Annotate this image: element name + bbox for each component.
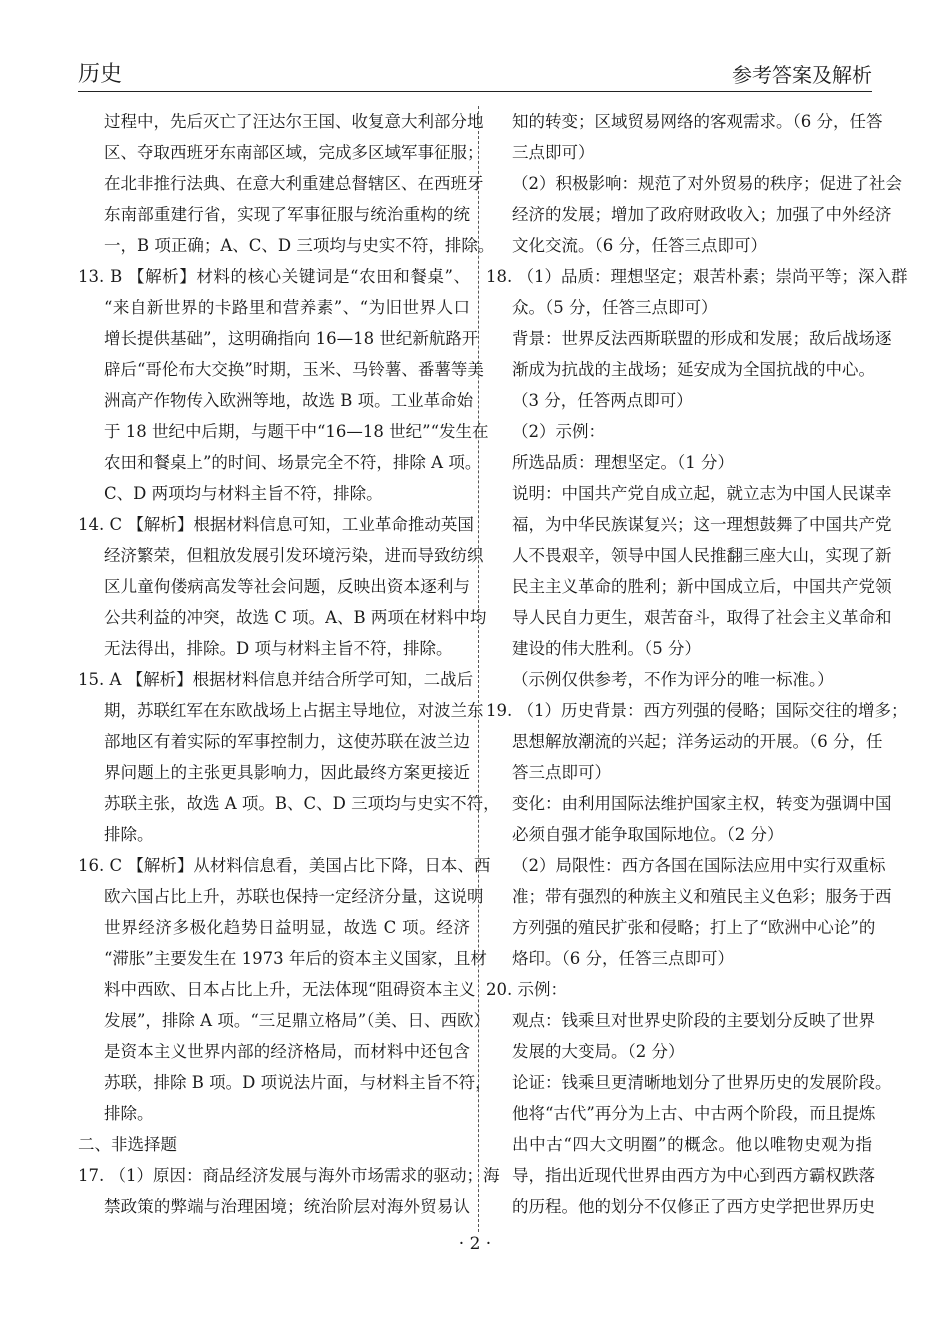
column-divider bbox=[478, 106, 479, 1232]
text-line: 洲高产作物传入欧洲等地，故选 B 项。工业革命始 bbox=[104, 391, 474, 410]
text-line: 部地区有着实际的军事控制力，这使苏联在波兰边 bbox=[104, 732, 470, 751]
text-line: 答三点即可） bbox=[512, 763, 611, 782]
text-line: （2）积极影响：规范了对外贸易的秩序；促进了社会 bbox=[512, 174, 902, 193]
text-line: 人不畏艰辛，领导中国人民推翻三座大山，实现了新 bbox=[512, 546, 892, 565]
text-line: 17. （1）原因：商品经济发展与海外市场需求的驱动；海 bbox=[78, 1166, 500, 1185]
text-line: 出中古“四大文明圈”的概念。他以唯物史观为指 bbox=[512, 1135, 872, 1154]
text-line: 过程中，先后灭亡了汪达尔王国、收复意大利部分地 bbox=[104, 112, 484, 131]
text-line: 三点即可） bbox=[512, 143, 595, 162]
text-line: 经济的发展；增加了政府财政收入；加强了中外经济 bbox=[512, 205, 892, 224]
text-line: 是资本主义世界内部的经济格局，而材料中还包含 bbox=[104, 1042, 470, 1061]
right-column bbox=[486, 106, 908, 1222]
text-line: 烙印。（6 分，任答三点即可） bbox=[512, 949, 734, 968]
text-line: 在北非推行法典、在意大利重建总督辖区、在西班牙 bbox=[104, 174, 484, 193]
document-title: 参考答案及解析 bbox=[732, 63, 872, 87]
text-line: 界问题上的主张更具影响力，因此最终方案更接近 bbox=[104, 763, 470, 782]
text-line: 发展的大变局。（2 分） bbox=[512, 1042, 685, 1061]
text-line: 增长提供基础”，这明确指向 16—18 世纪新航路开 bbox=[104, 329, 479, 348]
text-line: 苏联，排除 B 项。D 项说法片面，与材料主旨不符， bbox=[104, 1073, 492, 1092]
text-line: 必须自强才能争取国际地位。（2 分） bbox=[512, 825, 784, 844]
text-line: （3 分，任答两点即可） bbox=[512, 391, 693, 410]
text-line: 18. （1）品质：理想坚定；艰苦朴素；崇尚平等；深入群 bbox=[486, 267, 908, 286]
text-line: 文化交流。（6 分，任答三点即可） bbox=[512, 236, 767, 255]
text-line: “来自新世界的卡路里和营养素”、“为旧世界人口 bbox=[104, 298, 470, 317]
text-line: 他将“古代”再分为上古、中古两个阶段，而且提炼 bbox=[512, 1104, 876, 1123]
text-line: 19. （1）历史背景：西方列强的侵略；国际交往的增多； bbox=[486, 701, 908, 720]
text-line: 16. C 【解析】从材料信息看，美国占比下降，日本、西 bbox=[78, 856, 491, 875]
text-line: 观点：钱乘旦对世界史阶段的主要划分反映了世界 bbox=[512, 1011, 875, 1030]
text-line: 知的转变；区域贸易网络的客观需求。（6 分，任答 bbox=[512, 112, 883, 131]
text-line: 排除。 bbox=[104, 1104, 154, 1123]
text-line: 料中西欧、日本占比上升，无法体现“阻碍资本主义 bbox=[104, 980, 476, 999]
text-line: 导人民自力更生，艰苦奋斗，取得了社会主义革命和 bbox=[512, 608, 892, 627]
text-line: 福，为中华民族谋复兴；这一理想鼓舞了中国共产党 bbox=[512, 515, 892, 534]
header-rule bbox=[78, 91, 872, 92]
text-line: 15. A 【解析】根据材料信息并结合所学可知，二战后 bbox=[78, 670, 474, 689]
subject-label: 历史 bbox=[78, 62, 123, 87]
text-line: 导，指出近现代世界由西方为中心到西方霸权跌落 bbox=[512, 1166, 875, 1185]
text-line: 变化：由利用国际法维护国家主权，转变为强调中国 bbox=[512, 794, 892, 813]
text-line: 准；带有强烈的种族主义和殖民主义色彩；服务于西 bbox=[512, 887, 892, 906]
text-line: 方列强的殖民扩张和侵略；打上了“欧洲中心论”的 bbox=[512, 918, 876, 937]
text-line: 众。（5 分，任答三点即可） bbox=[512, 298, 718, 317]
text-line: （2）局限性：西方各国在国际法应用中实行双重标 bbox=[512, 856, 886, 875]
text-line: 思想解放潮流的兴起；洋务运动的开展。（6 分，任 bbox=[512, 732, 883, 751]
text-line: C、D 两项均与材料主旨不符，排除。 bbox=[104, 484, 383, 503]
text-line: 世界经济多极化趋势日益明显，故选 C 项。经济 bbox=[104, 918, 470, 937]
text-line: “滞胀”主要发生在 1973 年后的资本主义国家，且材 bbox=[104, 949, 487, 968]
text-line: （示例仅供参考，不作为评分的唯一标准。） bbox=[512, 670, 834, 689]
text-line: 说明：中国共产党自成立起，就立志为中国人民谋幸 bbox=[512, 484, 892, 503]
text-line: 20. 示例： bbox=[486, 980, 567, 999]
text-line: 背景：世界反法西斯联盟的形成和发展；敌后战场逐 bbox=[512, 329, 892, 348]
text-line: 欧六国占比上升，苏联也保持一定经济分量，这说明 bbox=[104, 887, 484, 906]
page-header bbox=[78, 58, 872, 92]
text-line: 的历程。他的划分不仅修正了西方史学把世界历史 bbox=[512, 1197, 875, 1216]
text-line: 民主主义革命的胜利；新中国成立后，中国共产党领 bbox=[512, 577, 892, 596]
text-line: 经济繁荣，但粗放发展引发环境污染，进而导致纺织 bbox=[104, 546, 484, 565]
text-line: 区、夺取西班牙东南部区域，完成多区域军事征服； bbox=[104, 143, 484, 162]
text-line: 农田和餐桌上”的时间、场景完全不符，排除 A 项。 bbox=[104, 453, 482, 472]
text-line: 苏联主张，故选 A 项。B、C、D 三项均与史实不符， bbox=[104, 794, 500, 813]
text-line: 13. B 【解析】材料的核心关键词是“农田和餐桌”、 bbox=[78, 267, 470, 286]
left-column bbox=[78, 106, 500, 1222]
text-line: 公共利益的冲突，故选 C 项。A、B 两项在材料中均 bbox=[104, 608, 487, 627]
text-line: 于 18 世纪中后期，与题干中“16—18 世纪”“发生在 bbox=[104, 422, 489, 441]
text-line: 论证：钱乘旦更清晰地划分了世界历史的发展阶段。 bbox=[512, 1073, 892, 1092]
text-line: 14. C 【解析】根据材料信息可知，工业革命推动英国 bbox=[78, 515, 474, 534]
text-line: 期，苏联红军在东欧战场上占据主导地位，对波兰东 bbox=[104, 701, 484, 720]
text-line: 所选品质：理想坚定。（1 分） bbox=[512, 453, 734, 472]
page-number: · 2 · bbox=[458, 1234, 492, 1254]
text-line: 二、非选择题 bbox=[78, 1135, 177, 1154]
text-line: 一，B 项正确；A、C、D 三项均与史实不符，排除。 bbox=[104, 236, 495, 255]
text-line: 辟后“哥伦布大交换”时期，玉米、马铃薯、番薯等美 bbox=[104, 360, 484, 379]
text-line: （2）示例： bbox=[512, 422, 605, 441]
text-line: 无法得出，排除。D 项与材料主旨不符，排除。 bbox=[104, 639, 453, 658]
text-line: 区儿童佝偻病高发等社会问题，反映出资本逐利与 bbox=[104, 577, 470, 596]
text-line: 渐成为抗战的主战场；延安成为全国抗战的中心。 bbox=[512, 360, 875, 379]
text-line: 禁政策的弊端与治理困境；统治阶层对海外贸易认 bbox=[104, 1197, 470, 1216]
text-line: 排除。 bbox=[104, 825, 154, 844]
text-line: 发展”，排除 A 项。“三足鼎立格局”（美、日、西欧） bbox=[104, 1011, 490, 1030]
text-line: 东南部重建行省，实现了军事征服与统治重构的统 bbox=[104, 205, 470, 224]
text-line: 建设的伟大胜利。（5 分） bbox=[512, 639, 701, 658]
